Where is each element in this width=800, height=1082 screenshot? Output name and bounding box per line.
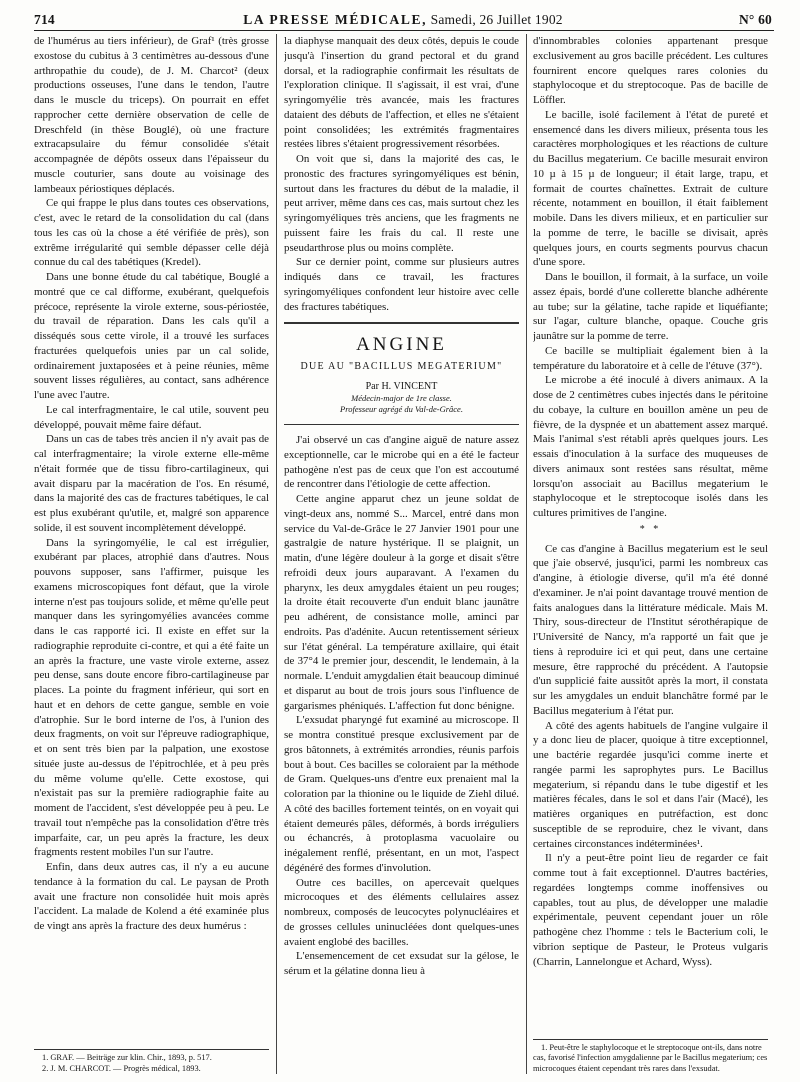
footnote: 2. J. M. CHARCOT. — Progrès médical, 1893. — [42, 1063, 201, 1073]
paragraph: d'innombrables colonies appartenant presque exclusivement au gros bacille précédent. Les cultures fournirent encore quelques rares colonies du staphylocoque et du streptocoque. Pas de bacille de Löffler. — [533, 35, 768, 106]
paragraph: Le cal interfragmentaire, le cal utile, souvent peu développé, pouvait même faire défaut. — [34, 403, 269, 431]
paragraph: la diaphyse manquait des deux côtés, depuis le coude jusqu'à l'insertion du grand pectoral et du grand dorsal, et la radiographie confirmait les résultats de l'exploration clinique. Il s'agissait, il est vrai, d'une syringomyélie très avancée, mais les fractures dataient des débuts de l'affection, et elles ne s'étaient point consolidées; les extrémités fragmentaires restées libres s'étaient progressivement résorbées. — [284, 35, 519, 151]
paragraph: L'exsudat pharyngé fut examiné au microscope. Il se montra constitué presque exclusivement par de gros bâtonnets, à extrémités arrondies, réunis parfois bout à bout. Ces bacilles se coloraient par la méthode de Gram. Quelques-uns d'entre eux prenaient mal la coloration par la thionine ou le liquide de Ziehl dilué. A côté des bacilles fortement teintés, on en voyait qui étaient demeurés pâles, déformés, à bords irréguliers ou échancrés, à protoplasma vacuolaire ou inégalement renflé, présentant, en un mot, l'aspect dégénéré des formes d'involution. — [284, 714, 519, 874]
paragraph: Cette angine apparut chez un jeune soldat de vingt-deux ans, nommé S... Marcel, entré dans mon service du Val-de-Grâce le 27 Janvier 1901 pour une gastralgie de nature hystérique. Il se plaignit, un matin, d'une légère douleur à la gorge et disait s'être refroidi deux jours auparavant. A l'examen du pharynx, les deux amygdales étaient un peu rouges; la droite était recouverte d'un enduit blanc jaunâtre peu adhérent, de consistance molle, aminci par endroits. Pas d'adénite. Aucun retentissement sérieux sur l'état général. La température axillaire, qui était de 37°4 le premier jour, descendit, le lendemain, à la normale. L'enduit amygdalien était beaucoup diminué et disparut au bout de trois jours sous l'influence de gargarismes phéniqués. L'affection fut donc bénigne. — [284, 493, 519, 712]
column-1 — [34, 34, 269, 1043]
article-title: ANGINE — [356, 334, 447, 356]
paragraph: Le microbe a été inoculé à divers animaux. A la dose de 2 centimètres cubes injectés dans le péritoine du cobaye, la culture en bouillon amène un peu de fièvre, de la dyspnée et un abattement assez marqué. Mais l'animal s'est rétabli après quelques jours. Les essais d'inoculation à la surface des muqueuses de divers animaux sont restées sans résultat, même lorsqu'on associait au Bacillus megaterium le staphylocoque et le streptocoque isolés dans les cultures primitives de l'angine. — [533, 374, 768, 519]
footnote: 1. GRAF. — Beiträge zur klin. Chir., 1893, p. 517. — [42, 1053, 212, 1063]
paragraph: Il n'y a peut-être point lieu de regarder ce fait comme tout à fait exceptionnel. D'autres bactéries, regardées longtemps comme inoffensives ou capables, tout au plus, de développer une maladie expérimentale, peuvent cependant jouer un rôle pathogène chez l'homme : tels le Bacterium coli, le vibrion septique de Pasteur, le Proteus vulgaris (Charrin, Lannelongue et Achard, Wyss). — [533, 852, 768, 968]
paragraph: Le bacille, isolé facilement à l'état de pureté et ensemencé dans les divers milieux, présenta tous les caractères morphologiques et les réactions de culture du Bacillus megaterium. Ce bacille mesurait environ 10 µ à 15 µ de longueur; il était large, trapu, et formait de courtes chaînettes. Extrait de culture récente, notamment en bouillon, il était faiblement mobile. Dans les divers milieux, et en particulier sur la pomme de terre, le bacille se divisait, après quelques jours, en courts segments pourvus chacun d'une spore. — [533, 108, 768, 269]
affiliation-line: Médecin-major de 1re classe. — [351, 393, 452, 403]
column-2 — [284, 34, 519, 1074]
header-rule — [34, 30, 774, 31]
footnotes-col3 — [533, 1039, 768, 1074]
paragraph: Enfin, dans deux autres cas, il n'y a eu aucune tendance à la formation du cal. Le paysan de Proth avait une fracture non consolidée huit mois après l'accident. La malade de Kolend a été examinée plus de vingt ans après la fracture des deux humérus : — [34, 861, 269, 932]
paragraph: Dans la syringomyélie, le cal est irrégulier, exubérant par places, atrophié dans d'autres. Nous pouvons supposer, sans l'affirmer, puisque les examens microscopiques font défaut, que la virole interne n'est pas toujours solide, et même qu'elle peut manquer dans les syringomyélies avancées comme dans le cas rapporté ici. Il existe en effet sur la radiographie reproduite ci-contre, et qui a été faite un an après la fracture, une vaste virole externe, assez peu dense, sans doute encore fibro-cartilagineuse par places. La pointe du fragment inférieur, qui sort en haut et en dehors de cette gangue, semble en voie d'atrophie. Sur le bord interne de l'os, à l'union des deux fragments, on voit sur l'épreuve radiographique, et on sent très bien par la palpation, une exostose située juste au-dessus de l'épitrochlée, et à peu près du même volume qu'elle. Cette exostose, qui n'existait pas sur la première radiographie faite au moment de l'accident, s'est développée peu à peu. Le travail tout n'empêche pas la consolidation d'être très imparfaite, car, un peu après la fracture, les deux fragments restent mobiles l'un sur l'autre. — [34, 536, 269, 859]
issue-date: Samedi, 26 Juillet 1902 — [430, 12, 563, 27]
paragraph: L'ensemencement de cet exsudat sur la gélose, le sérum et la gélatine donna lieu à — [284, 950, 519, 977]
column-rule-1 — [276, 34, 277, 1074]
paragraph: Ce qui frappe le plus dans toutes ces observations, c'est, avec le retard de la consolidation du cal (dans tous les cas où la chose a été vérifiée de près), son extrême irrégularité qui semble dépasser celle déjà connue du cal des tabétiques (Kredel). — [34, 197, 269, 269]
paragraph: On voit que si, dans la majorité des cas, le pronostic des fractures syringomyéliques est bénin, surtout dans les fractures du début de la maladie, il peut arriver, même dans ces cas, mais surtout chez les syringomyéliques très anciens, que les fragments ne puissent faire les frais du cal. Il reste une pseudarthrose plus ou moins complète. — [284, 153, 519, 254]
paragraph: J'ai observé un cas d'angine aiguë de nature assez exceptionnelle, car le microbe qui en a été le facteur pathogène n'est pas de ceux que l'on est accoutumé de rencontrer dans l'étiologie de cette affection. — [284, 434, 519, 491]
article-subtitle: DUE AU "BACILLUS MEGATERIUM" — [300, 361, 503, 373]
newspaper-name: LA PRESSE MÉDICALE, — [243, 12, 428, 27]
paragraph: Dans une bonne étude du cal tabétique, Bouglé a montré que ce cal difforme, exubérant, quelquefois précoce, représente la virole externe, sous-périostée, du travail de réparation. Dans les cals qu'il a disséqués sous cette virole, il a trouvé les surfaces fracturées quelquefois unies par un cal solide, ordinairement juxtaposées et à peine réunies, même souvent lisses régulières, au contact, sans adhérence l'une avec l'autre. — [34, 271, 269, 401]
byline-rule — [284, 424, 519, 425]
paragraph: Dans le bouillon, il formait, à la surface, un voile assez épais, bordé d'une collerette blanche adhérente au tube; sur la gélatine, tache rapide et liquéfiante; sur l'agar, culture blanche, opaque. Couche gris jaunâtre sur la pomme de terre. — [533, 271, 768, 342]
paragraph: Ce bacille se multipliait également bien à la température du laboratoire et à celle de l'étuve (37°). — [533, 344, 768, 372]
paragraph: de l'humérus au tiers inférieur), de Graf¹ (très grosse exostose du cubitus à 3 centimètres au-dessous d'une arthropathie du coude), de J. M. Charcot² (deux productions osseuses, l'une dans le tendon, l'autre dans le muscle du triceps). On pourrait en effet rapprocher cette dernière observation de celle de Dreschfeld (in thèse Bouglé), où une fracture extracapsulaire du fémur consolidée s'était accompagnée de dépôts osseux dans l'épaisseur du muscle couturier, sans doute au voisinage des lambeaux périostiques déplacés. — [34, 35, 269, 195]
page-number: 714 — [34, 12, 55, 27]
paragraph: A côté des agents habituels de l'angine vulgaire il y a donc lieu de placer, quoique à titre exceptionnel, une bactérie regardée jusqu'ici comme inerte et rangée parmi les saprophytes purs. Le Bacillus megaterium, si répandu dans le tube digestif et les matières fécales, dans le sol et dans l'air (Macé), les matières organiques en putréfaction, est donc susceptible de se reproduire, chez le vivant, dans certaines circonstances indéterminées¹. — [533, 719, 768, 850]
article-separator — [284, 322, 519, 324]
section-break-asterisks: * * — [639, 523, 662, 535]
paragraph: Dans un cas de tabes très ancien il n'y avait pas de cal interfragmentaire; la virole externe elle-même n'était formée que de tissu fibro-cartilagineux, qui avait disparu par la macération de l'os. En résumé, dans la majorité des cas de fractures tabétiques, le cal est plus exubérant qu'utile, et, malgré son apparence solide, il est souvent incomplètement développé. — [34, 433, 269, 534]
article-author: Par H. VINCENT — [365, 381, 438, 392]
paragraph: Ce cas d'angine à Bacillus megaterium est le seul que j'aie observé, jusqu'ici, parmi les nombreux cas d'angine, à étiologie diverse, qu'il m'a été donné d'examiner. Je n'ai point davantage trouvé mention de faits analogues dans la littérature médicale. Mais M. Thiry, sous-directeur de l'Institut sérothérapique de l'Université de Nancy, m'a rapporté un fait que je tiens à reproduire ici et qui peut, dans une certaine mesure, être rapproché du précédent. A l'autopsie d'un supplicié faite aussitôt après la mort, il constata sur les amygdales un enduit blanchâtre formé par le Bacillus megaterium à l'état pur. — [533, 542, 768, 717]
column-rule-2 — [526, 34, 527, 1074]
author-affiliation — [284, 393, 519, 414]
issue-number: N° 60 — [738, 12, 772, 27]
paragraph: Sur ce dernier point, comme sur plusieurs autres indiqués dans ce travail, les fractures syringomyéliques confondent leur histoire avec celle des fractures tabétiques. — [284, 256, 519, 313]
footnotes-col1 — [34, 1049, 269, 1074]
journal-title — [34, 12, 772, 28]
column-3 — [533, 34, 768, 1033]
footnote: 1. Peut-être le staphylocoque et le streptocoque ont-ils, dans notre cas, favorisé l'infection amygdalienne par le Bacillus megaterium; ces microcoques étaient cependant très rares dans l'exsudat. — [533, 1042, 768, 1073]
paragraph: Outre ces bacilles, on apercevait quelques microcoques et des éléments cellulaires assez nombreux, composés de leucocytes polynucléaires et de grosses cellules uninucléées dont quelques-unes avaient englobé des bacilles. — [284, 876, 519, 948]
running-header — [34, 8, 772, 30]
affiliation-line: Professeur agrégé du Val-de-Grâce. — [340, 403, 463, 414]
